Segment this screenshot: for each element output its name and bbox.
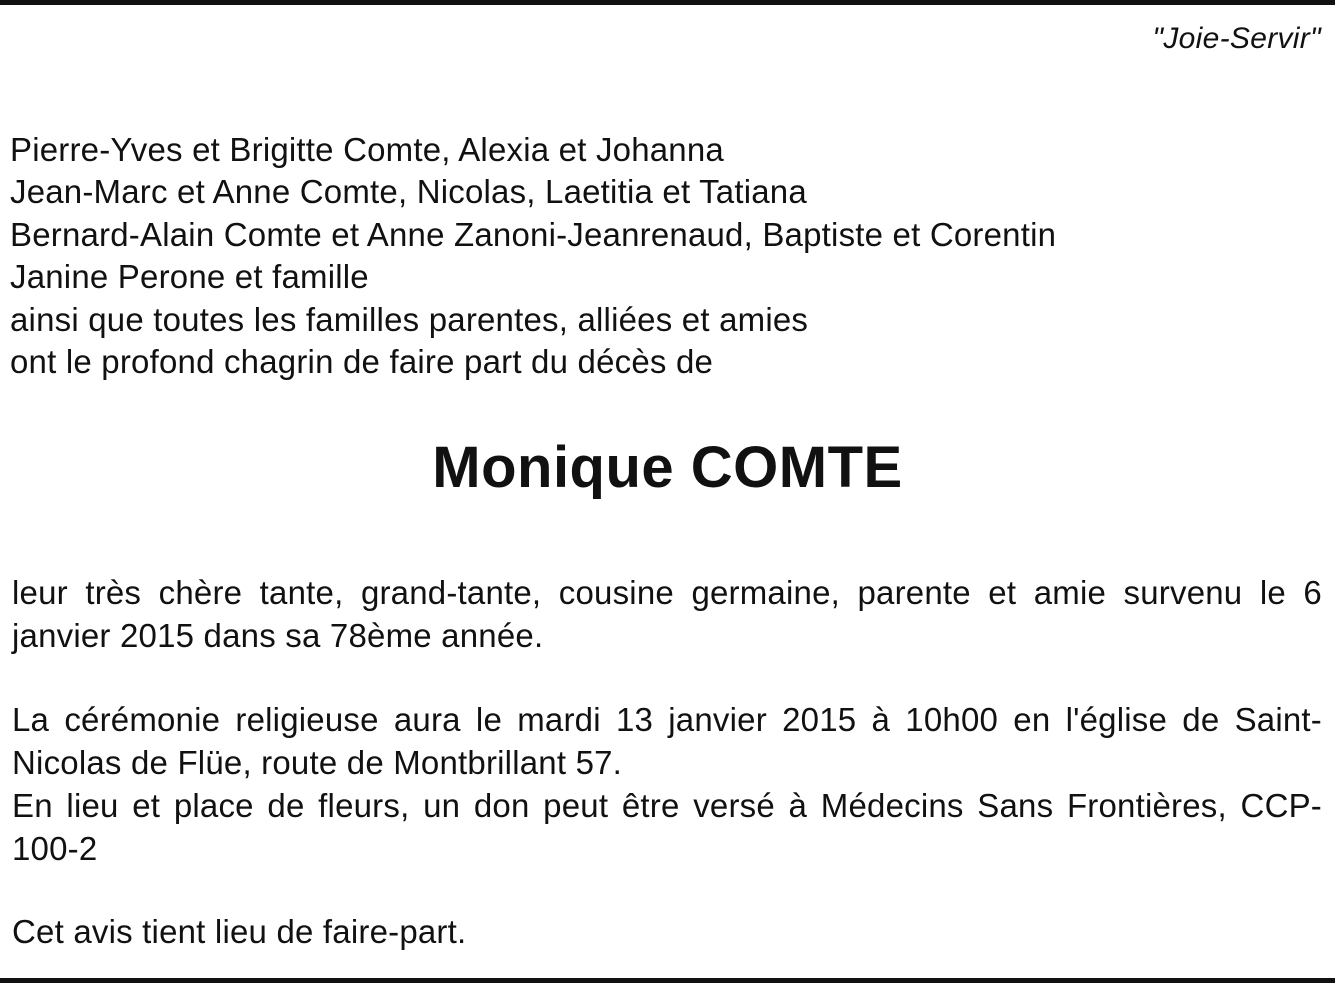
family-line: Pierre-Yves et Brigitte Comte, Alexia et Johanna bbox=[10, 131, 724, 168]
relation-paragraph: leur très chère tante, grand-tante, cousine germaine, parente et amie survenu le 6 janvier 2015 dans sa 78ème année. bbox=[12, 574, 1322, 654]
top-border-rule bbox=[0, 0, 1335, 5]
family-list bbox=[10, 129, 1056, 383]
family-line: Jean-Marc et Anne Comte, Nicolas, Laetitia et Tatiana bbox=[10, 173, 807, 211]
deceased-name: Monique COMTE bbox=[432, 435, 903, 500]
ceremony-paragraph: La cérémonie religieuse aura le mardi 13 janvier 2015 à 10h00 en l'église de Saint-Nicolas de Flüe, route de Montbrillant 57. bbox=[12, 701, 1322, 781]
family-line: Bernard-Alain Comte et Anne Zanoni-Jeanrenaud, Baptiste et Corentin bbox=[10, 215, 1057, 253]
family-line: ainsi que toutes les familles parentes, alliées et amies bbox=[10, 300, 809, 338]
announcement-line: ont le profond chagrin de faire part du décès de bbox=[10, 343, 714, 381]
family-line: Janine Perone et famille bbox=[10, 258, 369, 296]
donation-paragraph: En lieu et place de fleurs, un don peut être versé à Médecins Sans Frontières, CCP-100-2 bbox=[12, 787, 1322, 867]
bottom-border-rule bbox=[0, 978, 1335, 983]
motto: "Joie-Servir" bbox=[1152, 22, 1321, 55]
notice-paragraph: Cet avis tient lieu de faire-part. bbox=[12, 913, 467, 950]
